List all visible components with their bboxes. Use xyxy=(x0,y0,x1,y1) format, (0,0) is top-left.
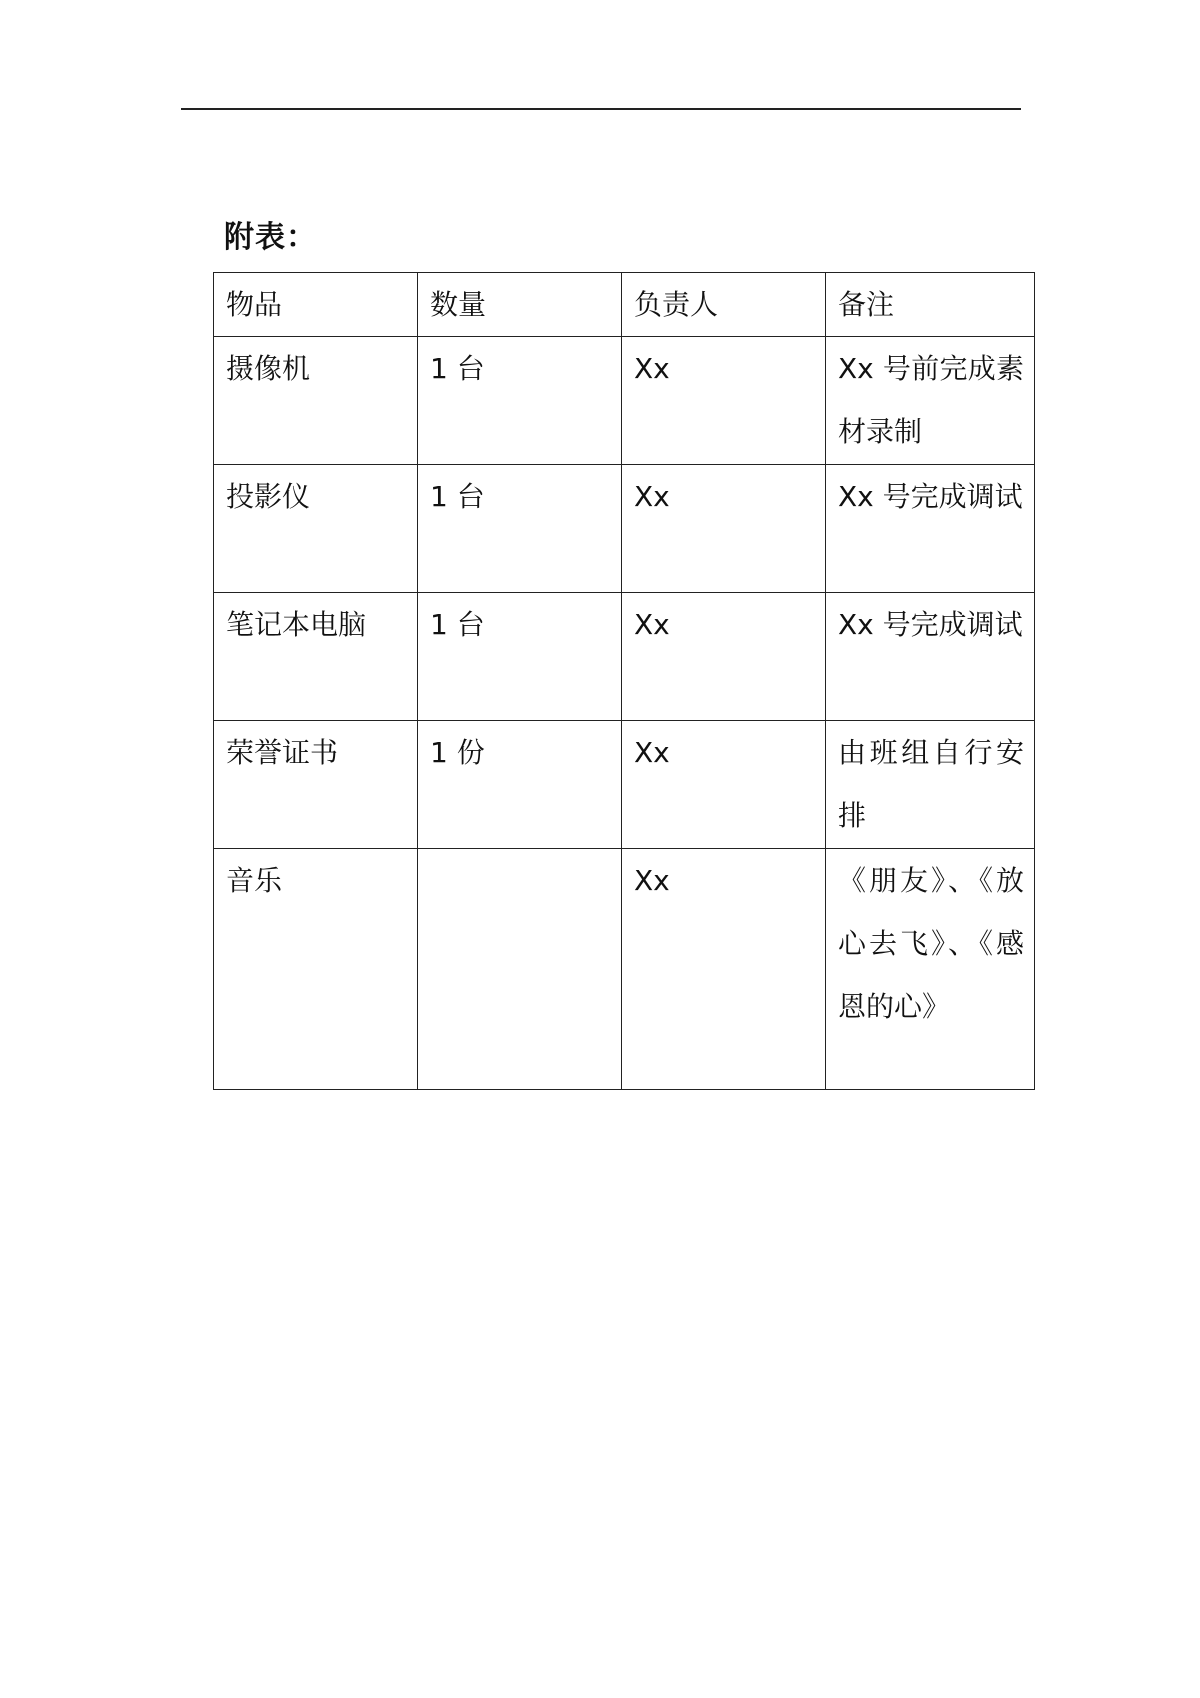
owner-cell: Xx xyxy=(622,465,826,593)
note-cell: Xx 号前完成素材录制 xyxy=(826,337,1035,465)
qty-cell: 1 台 xyxy=(418,337,622,465)
table-row xyxy=(214,465,1035,593)
item-cell: 笔记本电脑 xyxy=(214,593,418,721)
note-cell: Xx 号完成调试 xyxy=(826,593,1035,721)
header-cell-note: 备注 xyxy=(826,273,1035,337)
qty-cell: 1 台 xyxy=(418,593,622,721)
owner-cell: Xx xyxy=(622,593,826,721)
appendix-title: 附表： xyxy=(224,220,317,255)
table-header-row xyxy=(214,273,1035,337)
note-cell: 《朋友》、《放心去飞》、《感恩的心》 xyxy=(826,849,1035,1090)
appendix-table xyxy=(213,272,1035,1090)
qty-cell: 1 份 xyxy=(418,721,622,849)
table-row xyxy=(214,337,1035,465)
header-cell-qty: 数量 xyxy=(418,273,622,337)
item-cell: 荣誉证书 xyxy=(214,721,418,849)
qty-cell xyxy=(418,849,622,1090)
owner-cell: Xx xyxy=(622,721,826,849)
note-cell: 由班组自行安排 xyxy=(826,721,1035,849)
table-row xyxy=(214,849,1035,1090)
header-rule xyxy=(181,108,1021,110)
item-cell: 摄像机 xyxy=(214,337,418,465)
table-row xyxy=(214,593,1035,721)
item-cell: 投影仪 xyxy=(214,465,418,593)
header-cell-item: 物品 xyxy=(214,273,418,337)
owner-cell: Xx xyxy=(622,337,826,465)
owner-cell: Xx xyxy=(622,849,826,1090)
table-row xyxy=(214,721,1035,849)
header-cell-owner: 负责人 xyxy=(622,273,826,337)
item-cell: 音乐 xyxy=(214,849,418,1090)
note-cell: Xx 号完成调试 xyxy=(826,465,1035,593)
qty-cell: 1 台 xyxy=(418,465,622,593)
